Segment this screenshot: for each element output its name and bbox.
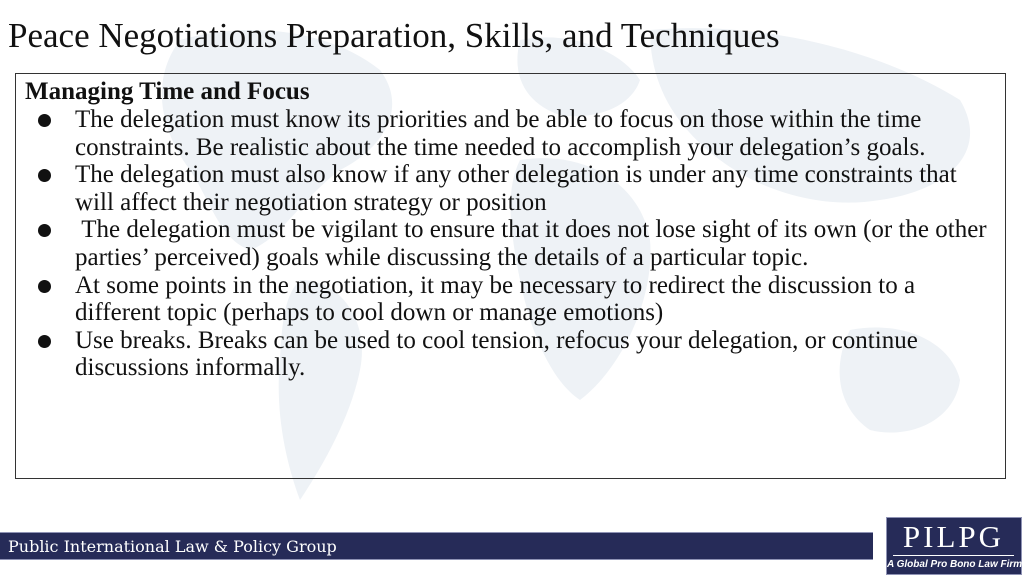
logo-wordmark: PILPG: [902, 519, 1005, 554]
bullet-text: The delegation must also know if any other delegation is under any time constraints that will affect their negotiation strategy or position: [75, 161, 957, 216]
list-item: [16, 106, 996, 161]
bullet-icon: [38, 280, 51, 293]
bullet-text: At some points in the negotiation, it may be necessary to redirect the discussion to a different topic (perhaps to cool down or manage emotions): [75, 271, 916, 327]
bullet-list: [16, 106, 996, 382]
list-item: [16, 216, 996, 271]
list-item: [16, 161, 996, 216]
list-item: [16, 327, 996, 382]
section-heading: Managing Time and Focus: [25, 78, 310, 105]
bullet-text: The delegation must know its priorities and be able to focus on those within the time constraints. Be realistic about the time needed to accomplish your delegation’s goals.: [75, 106, 926, 161]
bullet-icon: [38, 169, 51, 182]
bullet-icon: [38, 224, 51, 237]
bullet-text: The delegation must be vigilant to ensure that it does not lose sight of its own (or the other parties’ perceived) goals while discussing the details of a particular topic.: [75, 216, 987, 271]
content-box: [15, 73, 1006, 479]
pilpg-logo: [886, 517, 1022, 575]
logo-divider: [893, 555, 1014, 556]
bullet-icon: [38, 114, 51, 127]
bullet-text: Use breaks. Breaks can be used to cool tension, refocus your delegation, or continue discussions informally.: [75, 326, 918, 382]
slide-title: Peace Negotiations Preparation, Skills, and Techniques: [8, 16, 780, 55]
footer-bar: [0, 532, 873, 560]
list-item: [16, 272, 996, 327]
logo-tagline: A Global Pro Bono Law Firm: [887, 559, 1023, 570]
bullet-icon: [38, 335, 51, 348]
footer-organization: Public International Law & Policy Group: [8, 537, 337, 556]
